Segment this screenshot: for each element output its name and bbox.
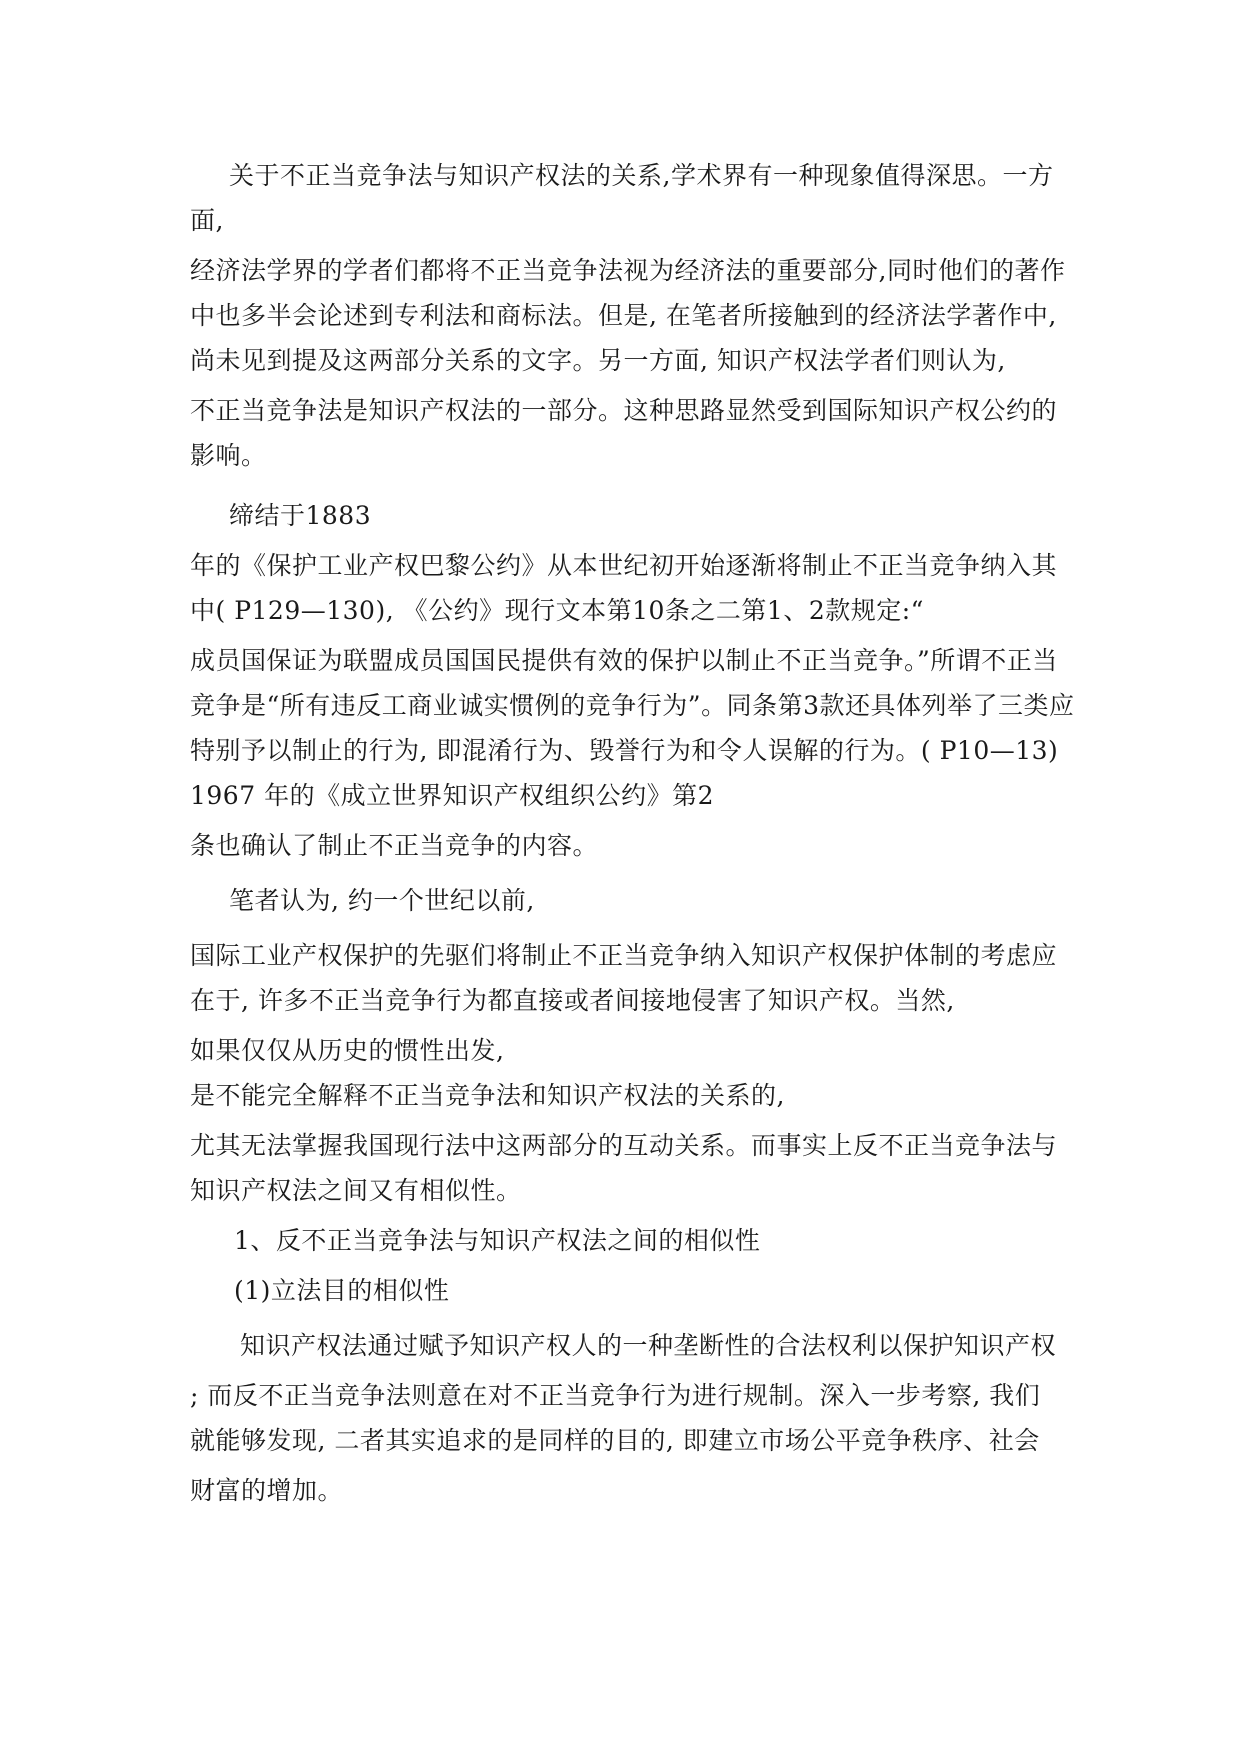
text-line: 笔者认为, 约一个世纪以前, bbox=[229, 886, 535, 915]
text-line: 经济法学界的学者们都将不正当竞争法视为经济法的重要部分,同时他们的著作 bbox=[190, 256, 1066, 285]
text-line: 竞争是“所有违反工商业诚实惯例的竞争行为”。同条第3款还具体列举了三类应 bbox=[190, 691, 1075, 720]
text-line: 特别予以制止的行为, 即混淆行为、毁誉行为和令人误解的行为。( P10—13) bbox=[190, 736, 1059, 765]
text-line: 影响。 bbox=[190, 441, 267, 470]
text-line: 条也确认了制止不正当竞争的内容。 bbox=[190, 831, 599, 860]
text-line: 年的《保护工业产权巴黎公约》从本世纪初开始逐渐将制止不正当竞争纳入其 bbox=[190, 551, 1058, 580]
text-line: ; 而反不正当竞争法则意在对不正当竞争行为进行规制。深入一步考察, 我们 bbox=[190, 1381, 1041, 1410]
text-line: 1967 年的《成立世界知识产权组织公约》第2 bbox=[190, 781, 714, 810]
text-line: 财富的增加。 bbox=[190, 1476, 344, 1505]
text-line: 不正当竞争法是知识产权法的一部分。这种思路显然受到国际知识产权公约的 bbox=[190, 396, 1058, 425]
text-line: 就能够发现, 二者其实追求的是同样的目的, 即建立市场公平竞争秩序、社会 bbox=[190, 1426, 1040, 1455]
text-line: 尚未见到提及这两部分关系的文字。另一方面, 知识产权法学者们则认为, bbox=[190, 346, 1006, 375]
text-line: 中( P129—130), 《公约》现行文本第10条之二第1、2款规定:“ bbox=[190, 596, 924, 625]
text-line: 在于, 许多不正当竞争行为都直接或者间接地侵害了知识产权。当然, bbox=[190, 986, 955, 1015]
text-line: 是不能完全解释不正当竞争法和知识产权法的关系的, bbox=[190, 1081, 785, 1110]
text-line: 国际工业产权保护的先驱们将制止不正当竞争纳入知识产权保护体制的考虑应 bbox=[190, 941, 1058, 970]
text-line: 如果仅仅从历史的惯性出发, bbox=[190, 1036, 505, 1065]
text-line: 成员国保证为联盟成员国国民提供有效的保护以制止不正当竞争。”所谓不正当 bbox=[190, 646, 1058, 675]
text-line: 知识产权法通过赋予知识产权人的一种垄断性的合法权利以保护知识产权 bbox=[240, 1331, 1057, 1360]
text-line: 关于不正当竞争法与知识产权法的关系,学术界有一种现象值得深思。一方 bbox=[229, 161, 1054, 190]
text-line: 缔结于1883 bbox=[229, 501, 372, 530]
text-line: 知识产权法之间又有相似性。 bbox=[190, 1176, 522, 1205]
text-line: 尤其无法掌握我国现行法中这两部分的互动关系。而事实上反不正当竞争法与 bbox=[190, 1131, 1058, 1160]
text-line: 面, bbox=[190, 206, 224, 235]
subsection-heading: (1)立法目的相似性 bbox=[234, 1276, 450, 1305]
section-heading: 1、反不正当竞争法与知识产权法之间的相似性 bbox=[234, 1226, 761, 1255]
text-line: 中也多半会论述到专利法和商标法。但是, 在笔者所接触到的经济法学著作中, bbox=[190, 301, 1057, 330]
